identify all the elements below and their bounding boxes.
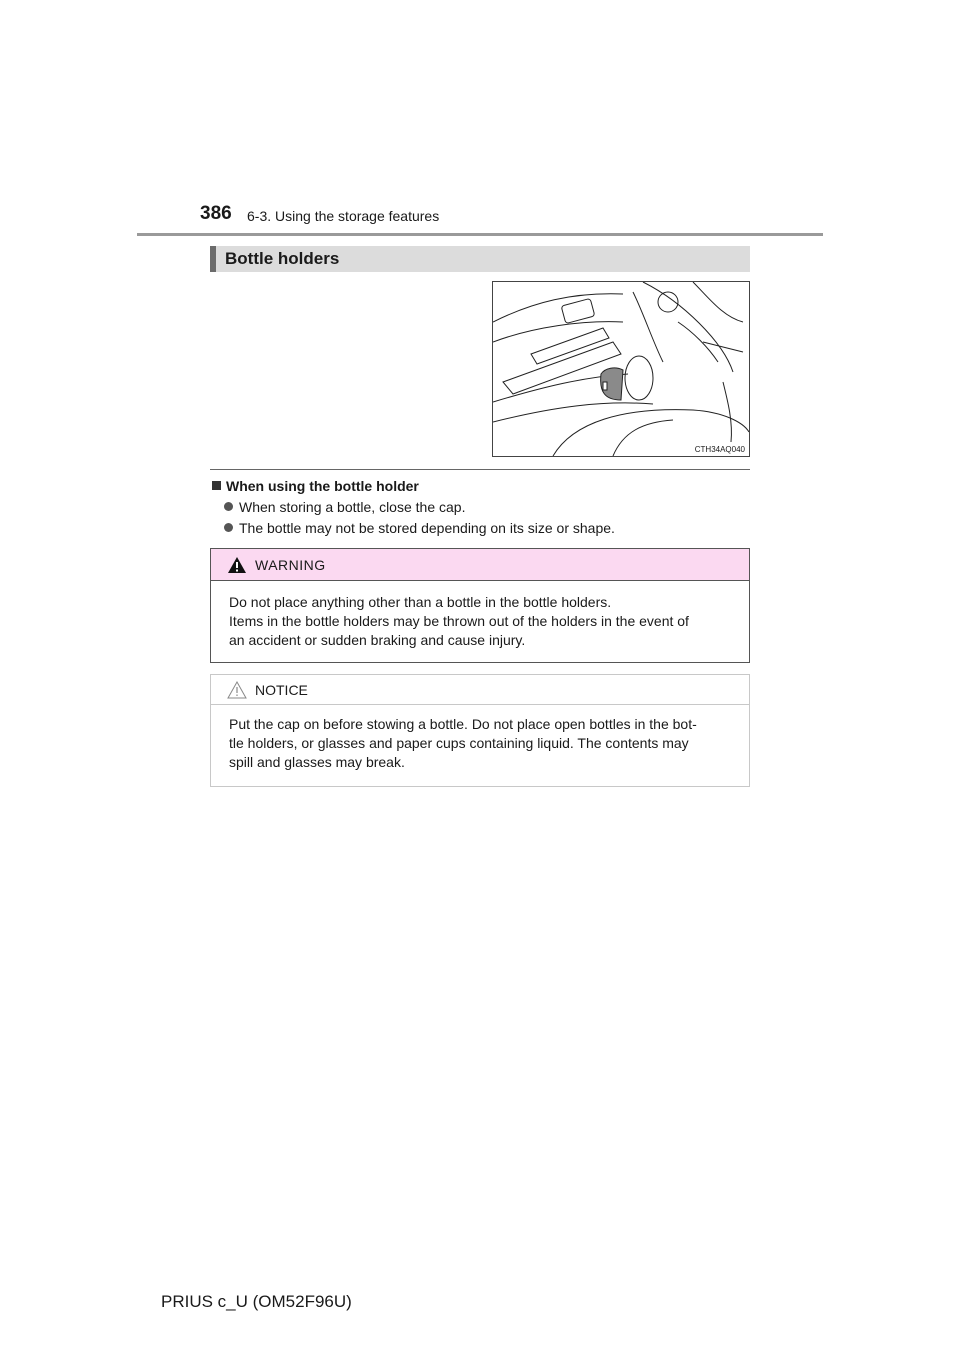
warning-line: Do not place anything other than a bottle in the bottle holders. (229, 594, 612, 610)
list-item (224, 499, 465, 515)
section-title: 6-3. Using the storage features (247, 208, 440, 224)
notice-line: tle holders, or glasses and paper cups containing liquid. The contents may (229, 735, 689, 751)
notice-box (210, 674, 750, 787)
bullet-icon (224, 502, 233, 511)
caution-triangle-icon (227, 681, 247, 699)
bullet-icon (224, 523, 233, 532)
divider (210, 469, 750, 470)
warning-line: Items in the bottle holders may be thrown out of the holders in the event of (229, 613, 689, 629)
bottle-holder-illustration (492, 281, 750, 457)
square-bullet-icon (212, 481, 221, 490)
notice-line: Put the cap on before stowing a bottle. Do not place open bottles in the bot- (229, 716, 697, 732)
notice-label: NOTICE (255, 682, 308, 698)
footer-model: PRIUS c_U (OM52F96U) (161, 1292, 352, 1311)
warning-label: WARNING (255, 557, 326, 573)
warning-line: an accident or sudden braking and cause injury. (229, 632, 526, 648)
figure-code: CTH34AQ040 (694, 445, 745, 454)
list-item (224, 520, 615, 536)
subsection-title-text: When using the bottle holder (226, 478, 419, 494)
warning-header (211, 549, 749, 581)
section-heading: Bottle holders (210, 246, 750, 272)
list-item-text: The bottle may not be stored depending on its size or shape. (239, 520, 615, 536)
notice-header (211, 675, 749, 705)
warning-triangle-icon (227, 556, 247, 574)
car-interior-drawing (493, 282, 749, 456)
notice-line: spill and glasses may break. (229, 754, 405, 770)
warning-box (210, 548, 750, 663)
list-item-text: When storing a bottle, close the cap. (239, 499, 466, 515)
page-number: 386 (200, 203, 232, 224)
header-rule (137, 233, 823, 236)
subsection-title (212, 478, 419, 494)
